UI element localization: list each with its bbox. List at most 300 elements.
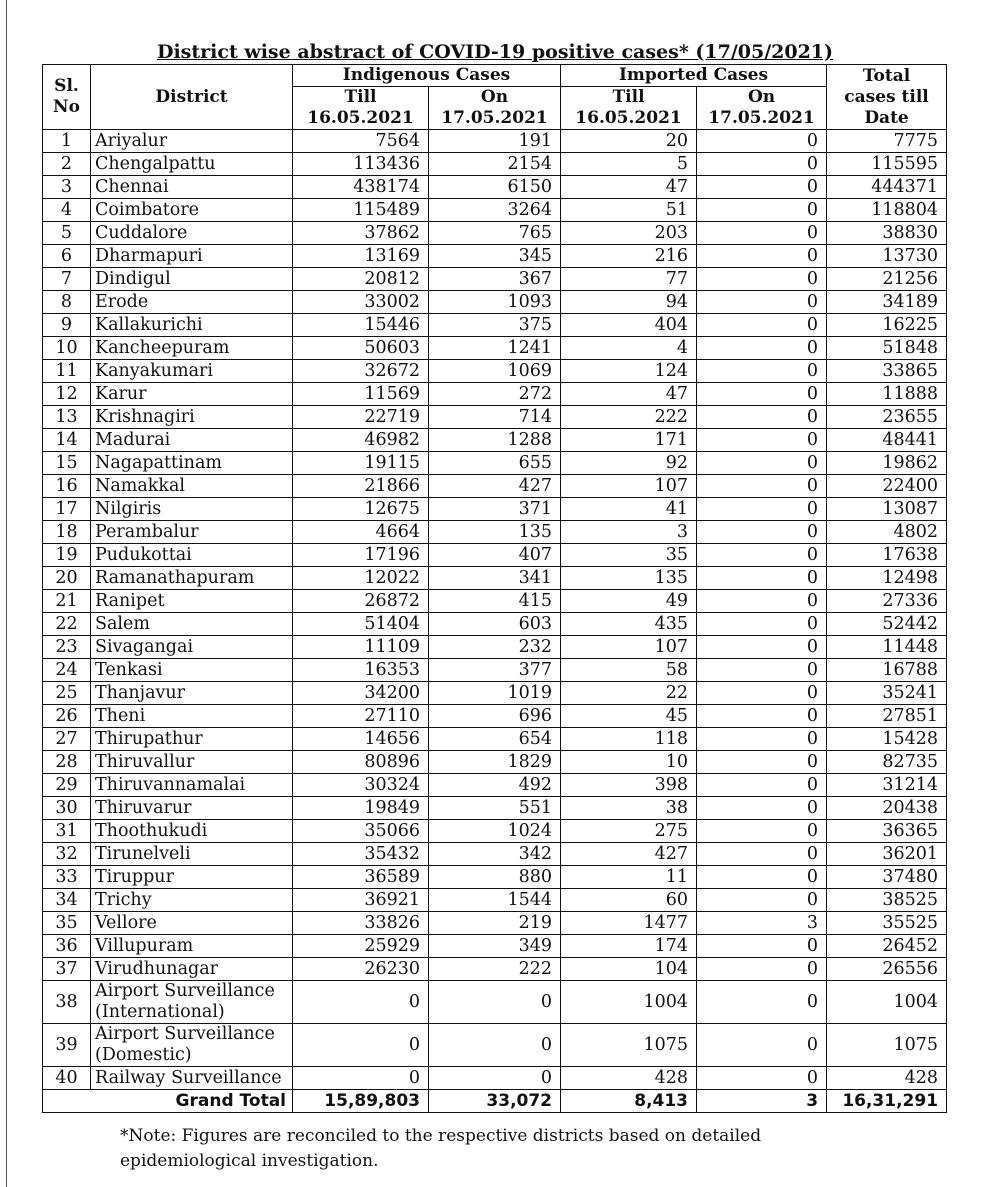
cell-district: Tenkasi bbox=[91, 659, 293, 682]
cell-indigenous-on: 272 bbox=[429, 383, 561, 406]
cell-sl-no: 1 bbox=[43, 130, 91, 153]
cell-indigenous-till: 46982 bbox=[293, 429, 429, 452]
cell-imported-on: 0 bbox=[697, 360, 827, 383]
cell-total: 16788 bbox=[827, 659, 947, 682]
cell-imported-till: 58 bbox=[561, 659, 697, 682]
cell-indigenous-on: 377 bbox=[429, 659, 561, 682]
cell-total: 11448 bbox=[827, 636, 947, 659]
cell-indigenous-on: 191 bbox=[429, 130, 561, 153]
cell-indigenous-till: 13169 bbox=[293, 245, 429, 268]
cell-indigenous-on: 415 bbox=[429, 590, 561, 613]
cell-indigenous-on: 1829 bbox=[429, 751, 561, 774]
cell-imported-till: 22 bbox=[561, 682, 697, 705]
cell-total: 26556 bbox=[827, 958, 947, 981]
table-row bbox=[43, 268, 947, 291]
cell-district: Tirunelveli bbox=[91, 843, 293, 866]
table-row bbox=[43, 958, 947, 981]
cell-imported-on: 0 bbox=[697, 337, 827, 360]
table-row bbox=[43, 222, 947, 245]
covid-cases-table bbox=[42, 64, 947, 1113]
cell-imported-on: 0 bbox=[697, 567, 827, 590]
cell-indigenous-till: 20812 bbox=[293, 268, 429, 291]
header-district: District bbox=[91, 65, 293, 130]
cell-indigenous-till: 19115 bbox=[293, 452, 429, 475]
cell-indigenous-till: 30324 bbox=[293, 774, 429, 797]
cell-total: 36365 bbox=[827, 820, 947, 843]
grand-total-label: Grand Total bbox=[43, 1090, 293, 1113]
cell-indigenous-on: 367 bbox=[429, 268, 561, 291]
table-row bbox=[43, 590, 947, 613]
cell-imported-on: 0 bbox=[697, 544, 827, 567]
table-row bbox=[43, 153, 947, 176]
cell-indigenous-till: 50603 bbox=[293, 337, 429, 360]
cell-sl-no: 14 bbox=[43, 429, 91, 452]
cell-sl-no: 17 bbox=[43, 498, 91, 521]
cell-total: 34189 bbox=[827, 291, 947, 314]
cell-imported-on: 0 bbox=[697, 866, 827, 889]
cell-imported-on: 0 bbox=[697, 705, 827, 728]
cell-district: Namakkal bbox=[91, 475, 293, 498]
table-row bbox=[43, 774, 947, 797]
cell-sl-no: 24 bbox=[43, 659, 91, 682]
cell-district: Madurai bbox=[91, 429, 293, 452]
cell-sl-no: 9 bbox=[43, 314, 91, 337]
cell-indigenous-on: 6150 bbox=[429, 176, 561, 199]
cell-district: Chennai bbox=[91, 176, 293, 199]
cell-sl-no: 19 bbox=[43, 544, 91, 567]
grand-total-imported-on: 3 bbox=[697, 1090, 827, 1113]
cell-sl-no: 38 bbox=[43, 981, 91, 1024]
cell-imported-till: 3 bbox=[561, 521, 697, 544]
cell-total: 38830 bbox=[827, 222, 947, 245]
cell-district: Karur bbox=[91, 383, 293, 406]
cell-indigenous-till: 32672 bbox=[293, 360, 429, 383]
cell-imported-till: 435 bbox=[561, 613, 697, 636]
cell-total: 1075 bbox=[827, 1024, 947, 1067]
table-row bbox=[43, 935, 947, 958]
cell-sl-no: 18 bbox=[43, 521, 91, 544]
cell-indigenous-on: 135 bbox=[429, 521, 561, 544]
table-row bbox=[43, 314, 947, 337]
cell-sl-no: 22 bbox=[43, 613, 91, 636]
cell-total: 31214 bbox=[827, 774, 947, 797]
cell-district: Virudhunagar bbox=[91, 958, 293, 981]
cell-indigenous-till: 25929 bbox=[293, 935, 429, 958]
cell-sl-no: 3 bbox=[43, 176, 91, 199]
footnote: *Note: Figures are reconciled to the respective districts based on detailed epidemiological investigation. bbox=[120, 1126, 762, 1171]
cell-imported-on: 0 bbox=[697, 843, 827, 866]
cell-imported-on: 0 bbox=[697, 498, 827, 521]
table-row bbox=[43, 337, 947, 360]
cell-indigenous-on: 219 bbox=[429, 912, 561, 935]
cell-district: Thiruvallur bbox=[91, 751, 293, 774]
cell-sl-no: 11 bbox=[43, 360, 91, 383]
cell-imported-on: 0 bbox=[697, 521, 827, 544]
cell-indigenous-till: 51404 bbox=[293, 613, 429, 636]
page-edge-line bbox=[6, 0, 7, 1187]
cell-imported-till: 1477 bbox=[561, 912, 697, 935]
cell-imported-till: 94 bbox=[561, 291, 697, 314]
table-row bbox=[43, 889, 947, 912]
cell-total: 36201 bbox=[827, 843, 947, 866]
cell-imported-on: 0 bbox=[697, 958, 827, 981]
cell-district: Cuddalore bbox=[91, 222, 293, 245]
cell-total: 4802 bbox=[827, 521, 947, 544]
cell-imported-on: 0 bbox=[697, 728, 827, 751]
cell-imported-till: 398 bbox=[561, 774, 697, 797]
cell-total: 21256 bbox=[827, 268, 947, 291]
cell-district: Airport Surveillance (International) bbox=[91, 981, 293, 1024]
cell-total: 1004 bbox=[827, 981, 947, 1024]
cell-imported-till: 428 bbox=[561, 1067, 697, 1090]
cell-indigenous-till: 33002 bbox=[293, 291, 429, 314]
cell-sl-no: 7 bbox=[43, 268, 91, 291]
cell-sl-no: 20 bbox=[43, 567, 91, 590]
cell-indigenous-till: 22719 bbox=[293, 406, 429, 429]
cell-indigenous-till: 26872 bbox=[293, 590, 429, 613]
cell-total: 15428 bbox=[827, 728, 947, 751]
table-row bbox=[43, 682, 947, 705]
cell-total: 82735 bbox=[827, 751, 947, 774]
cell-sl-no: 8 bbox=[43, 291, 91, 314]
cell-indigenous-till: 0 bbox=[293, 1067, 429, 1090]
table-row bbox=[43, 705, 947, 728]
cell-indigenous-on: 1288 bbox=[429, 429, 561, 452]
cell-indigenous-on: 222 bbox=[429, 958, 561, 981]
cell-district: Villupuram bbox=[91, 935, 293, 958]
cell-district: Chengalpattu bbox=[91, 153, 293, 176]
table-row bbox=[43, 843, 947, 866]
grand-total-imported-till: 8,413 bbox=[561, 1090, 697, 1113]
cell-indigenous-till: 33826 bbox=[293, 912, 429, 935]
cell-indigenous-on: 696 bbox=[429, 705, 561, 728]
cell-total: 12498 bbox=[827, 567, 947, 590]
table-row bbox=[43, 245, 947, 268]
cell-imported-till: 10 bbox=[561, 751, 697, 774]
cell-district: Sivagangai bbox=[91, 636, 293, 659]
cell-imported-on: 0 bbox=[697, 475, 827, 498]
cell-indigenous-on: 603 bbox=[429, 613, 561, 636]
header-imported: Imported Cases bbox=[561, 65, 827, 87]
cell-indigenous-till: 37862 bbox=[293, 222, 429, 245]
table-row bbox=[43, 797, 947, 820]
header-indigenous-till: Till bbox=[293, 87, 429, 109]
cell-sl-no: 26 bbox=[43, 705, 91, 728]
table-row bbox=[43, 498, 947, 521]
cell-imported-on: 0 bbox=[697, 889, 827, 912]
cell-total: 7775 bbox=[827, 130, 947, 153]
grand-total-indigenous-on: 33,072 bbox=[429, 1090, 561, 1113]
cell-sl-no: 29 bbox=[43, 774, 91, 797]
cell-sl-no: 28 bbox=[43, 751, 91, 774]
cell-total: 37480 bbox=[827, 866, 947, 889]
cell-district: Thiruvarur bbox=[91, 797, 293, 820]
cell-imported-till: 35 bbox=[561, 544, 697, 567]
cell-indigenous-till: 14656 bbox=[293, 728, 429, 751]
cell-district: Pudukottai bbox=[91, 544, 293, 567]
cell-indigenous-till: 36589 bbox=[293, 866, 429, 889]
cell-district: Krishnagiri bbox=[91, 406, 293, 429]
cell-indigenous-on: 1019 bbox=[429, 682, 561, 705]
grand-total-row bbox=[43, 1090, 947, 1113]
cell-indigenous-till: 36921 bbox=[293, 889, 429, 912]
cell-indigenous-on: 1241 bbox=[429, 337, 561, 360]
cell-indigenous-on: 1544 bbox=[429, 889, 561, 912]
cell-imported-on: 0 bbox=[697, 820, 827, 843]
table-row bbox=[43, 429, 947, 452]
cell-total: 428 bbox=[827, 1067, 947, 1090]
cell-imported-on: 0 bbox=[697, 314, 827, 337]
cell-imported-till: 104 bbox=[561, 958, 697, 981]
cell-sl-no: 10 bbox=[43, 337, 91, 360]
cell-indigenous-till: 17196 bbox=[293, 544, 429, 567]
cell-sl-no: 35 bbox=[43, 912, 91, 935]
cell-imported-till: 1075 bbox=[561, 1024, 697, 1067]
cell-sl-no: 6 bbox=[43, 245, 91, 268]
cell-sl-no: 5 bbox=[43, 222, 91, 245]
cell-indigenous-till: 19849 bbox=[293, 797, 429, 820]
cell-imported-till: 77 bbox=[561, 268, 697, 291]
table-row bbox=[43, 130, 947, 153]
cell-total: 444371 bbox=[827, 176, 947, 199]
cell-district: Theni bbox=[91, 705, 293, 728]
cell-indigenous-on: 2154 bbox=[429, 153, 561, 176]
cell-sl-no: 34 bbox=[43, 889, 91, 912]
table-row bbox=[43, 360, 947, 383]
cell-district: Vellore bbox=[91, 912, 293, 935]
table-row bbox=[43, 176, 947, 199]
cell-indigenous-on: 375 bbox=[429, 314, 561, 337]
cell-imported-till: 427 bbox=[561, 843, 697, 866]
cell-imported-till: 222 bbox=[561, 406, 697, 429]
table-row bbox=[43, 659, 947, 682]
cell-imported-on: 0 bbox=[697, 291, 827, 314]
cell-district: Ariyalur bbox=[91, 130, 293, 153]
table-row bbox=[43, 912, 947, 935]
table-row bbox=[43, 636, 947, 659]
table-row bbox=[43, 1067, 947, 1090]
cell-sl-no: 33 bbox=[43, 866, 91, 889]
cell-total: 16225 bbox=[827, 314, 947, 337]
header-indigenous: Indigenous Cases bbox=[293, 65, 561, 87]
cell-sl-no: 25 bbox=[43, 682, 91, 705]
cell-indigenous-on: 551 bbox=[429, 797, 561, 820]
table-row bbox=[43, 1024, 947, 1067]
cell-district: Trichy bbox=[91, 889, 293, 912]
cell-imported-till: 11 bbox=[561, 866, 697, 889]
cell-indigenous-on: 880 bbox=[429, 866, 561, 889]
cell-district: Kanyakumari bbox=[91, 360, 293, 383]
cell-imported-till: 404 bbox=[561, 314, 697, 337]
cell-sl-no: 37 bbox=[43, 958, 91, 981]
cell-sl-no: 23 bbox=[43, 636, 91, 659]
cell-total: 35241 bbox=[827, 682, 947, 705]
cell-sl-no: 4 bbox=[43, 199, 91, 222]
cell-indigenous-till: 34200 bbox=[293, 682, 429, 705]
cell-imported-on: 0 bbox=[697, 751, 827, 774]
cell-imported-on: 0 bbox=[697, 199, 827, 222]
table-row bbox=[43, 383, 947, 406]
cell-indigenous-till: 27110 bbox=[293, 705, 429, 728]
cell-indigenous-till: 0 bbox=[293, 1024, 429, 1067]
cell-indigenous-on: 714 bbox=[429, 406, 561, 429]
header-indigenous-on: On bbox=[429, 87, 561, 109]
cell-indigenous-till: 35066 bbox=[293, 820, 429, 843]
cell-indigenous-on: 1069 bbox=[429, 360, 561, 383]
cell-imported-till: 216 bbox=[561, 245, 697, 268]
cell-imported-on: 0 bbox=[697, 613, 827, 636]
grand-total-indigenous-till: 15,89,803 bbox=[293, 1090, 429, 1113]
cell-district: Nilgiris bbox=[91, 498, 293, 521]
cell-district: Ranipet bbox=[91, 590, 293, 613]
cell-imported-till: 107 bbox=[561, 636, 697, 659]
cell-imported-till: 124 bbox=[561, 360, 697, 383]
cell-sl-no: 31 bbox=[43, 820, 91, 843]
cell-imported-till: 92 bbox=[561, 452, 697, 475]
cell-indigenous-till: 11109 bbox=[293, 636, 429, 659]
grand-total-all: 16,31,291 bbox=[827, 1090, 947, 1113]
cell-district: Nagapattinam bbox=[91, 452, 293, 475]
cell-total: 22400 bbox=[827, 475, 947, 498]
cell-imported-till: 60 bbox=[561, 889, 697, 912]
cell-district: Ramanathapuram bbox=[91, 567, 293, 590]
cell-district: Tiruppur bbox=[91, 866, 293, 889]
cell-imported-on: 0 bbox=[697, 935, 827, 958]
cell-district: Kallakurichi bbox=[91, 314, 293, 337]
cell-indigenous-on: 407 bbox=[429, 544, 561, 567]
cell-imported-on: 3 bbox=[697, 912, 827, 935]
cell-sl-no: 21 bbox=[43, 590, 91, 613]
table-row bbox=[43, 406, 947, 429]
cell-imported-on: 0 bbox=[697, 636, 827, 659]
table-row bbox=[43, 567, 947, 590]
cell-total: 35525 bbox=[827, 912, 947, 935]
cell-imported-till: 203 bbox=[561, 222, 697, 245]
cell-indigenous-till: 35432 bbox=[293, 843, 429, 866]
cell-district: Thoothukudi bbox=[91, 820, 293, 843]
cell-indigenous-till: 115489 bbox=[293, 199, 429, 222]
cell-imported-on: 0 bbox=[697, 245, 827, 268]
cell-indigenous-till: 11569 bbox=[293, 383, 429, 406]
table-row bbox=[43, 751, 947, 774]
cell-imported-on: 0 bbox=[697, 452, 827, 475]
cell-district: Thanjavur bbox=[91, 682, 293, 705]
cell-district: Perambalur bbox=[91, 521, 293, 544]
cell-total: 26452 bbox=[827, 935, 947, 958]
cell-total: 52442 bbox=[827, 613, 947, 636]
cell-imported-on: 0 bbox=[697, 222, 827, 245]
cell-imported-till: 47 bbox=[561, 383, 697, 406]
cell-imported-on: 0 bbox=[697, 130, 827, 153]
cell-imported-till: 41 bbox=[561, 498, 697, 521]
cell-sl-no: 27 bbox=[43, 728, 91, 751]
cell-indigenous-till: 26230 bbox=[293, 958, 429, 981]
cell-imported-on: 0 bbox=[697, 406, 827, 429]
cell-indigenous-till: 80896 bbox=[293, 751, 429, 774]
cell-indigenous-till: 4664 bbox=[293, 521, 429, 544]
cell-total: 13730 bbox=[827, 245, 947, 268]
cell-indigenous-on: 492 bbox=[429, 774, 561, 797]
cell-imported-on: 0 bbox=[697, 1067, 827, 1090]
cell-imported-on: 0 bbox=[697, 682, 827, 705]
cell-sl-no: 30 bbox=[43, 797, 91, 820]
header-imported-till: Till bbox=[561, 87, 697, 109]
cell-total: 48441 bbox=[827, 429, 947, 452]
cell-imported-till: 51 bbox=[561, 199, 697, 222]
table-row bbox=[43, 291, 947, 314]
cell-indigenous-on: 0 bbox=[429, 1067, 561, 1090]
cell-imported-on: 0 bbox=[697, 590, 827, 613]
cell-sl-no: 36 bbox=[43, 935, 91, 958]
cell-imported-on: 0 bbox=[697, 176, 827, 199]
cell-imported-till: 20 bbox=[561, 130, 697, 153]
cell-imported-on: 0 bbox=[697, 383, 827, 406]
cell-imported-till: 174 bbox=[561, 935, 697, 958]
table-row bbox=[43, 521, 947, 544]
header-imported-on: On bbox=[697, 87, 827, 109]
cell-imported-till: 5 bbox=[561, 153, 697, 176]
table-row bbox=[43, 452, 947, 475]
cell-imported-till: 38 bbox=[561, 797, 697, 820]
cell-imported-on: 0 bbox=[697, 774, 827, 797]
cell-sl-no: 39 bbox=[43, 1024, 91, 1067]
cell-imported-till: 4 bbox=[561, 337, 697, 360]
cell-imported-on: 0 bbox=[697, 429, 827, 452]
cell-imported-till: 49 bbox=[561, 590, 697, 613]
cell-district: Coimbatore bbox=[91, 199, 293, 222]
cell-indigenous-till: 16353 bbox=[293, 659, 429, 682]
cell-imported-till: 47 bbox=[561, 176, 697, 199]
cell-total: 13087 bbox=[827, 498, 947, 521]
cell-total: 23655 bbox=[827, 406, 947, 429]
cell-sl-no: 13 bbox=[43, 406, 91, 429]
cell-district: Salem bbox=[91, 613, 293, 636]
cell-imported-on: 0 bbox=[697, 1024, 827, 1067]
cell-indigenous-on: 1093 bbox=[429, 291, 561, 314]
cell-total: 27851 bbox=[827, 705, 947, 728]
cell-indigenous-on: 1024 bbox=[429, 820, 561, 843]
cell-imported-till: 118 bbox=[561, 728, 697, 751]
cell-district: Dindigul bbox=[91, 268, 293, 291]
cell-district: Thirupathur bbox=[91, 728, 293, 751]
cell-indigenous-on: 3264 bbox=[429, 199, 561, 222]
cell-indigenous-till: 21866 bbox=[293, 475, 429, 498]
cell-total: 27336 bbox=[827, 590, 947, 613]
table-body bbox=[43, 130, 947, 1090]
cell-indigenous-till: 438174 bbox=[293, 176, 429, 199]
cell-imported-till: 171 bbox=[561, 429, 697, 452]
cell-district: Railway Surveillance bbox=[91, 1067, 293, 1090]
page-title: District wise abstract of COVID-19 positive cases* (17/05/2021) bbox=[156, 41, 834, 63]
cell-district: Airport Surveillance (Domestic) bbox=[91, 1024, 293, 1067]
cell-indigenous-on: 765 bbox=[429, 222, 561, 245]
table-row bbox=[43, 544, 947, 567]
cell-total: 17638 bbox=[827, 544, 947, 567]
cell-indigenous-on: 655 bbox=[429, 452, 561, 475]
header-imported-on-date: 17.05.2021 bbox=[697, 108, 827, 130]
header-imported-till-date: 16.05.2021 bbox=[561, 108, 697, 130]
cell-imported-on: 0 bbox=[697, 268, 827, 291]
cell-imported-till: 45 bbox=[561, 705, 697, 728]
cell-indigenous-till: 113436 bbox=[293, 153, 429, 176]
header-row-1 bbox=[43, 65, 947, 87]
table-row bbox=[43, 475, 947, 498]
cell-imported-till: 107 bbox=[561, 475, 697, 498]
cell-imported-on: 0 bbox=[697, 981, 827, 1024]
table-row bbox=[43, 613, 947, 636]
cell-indigenous-on: 341 bbox=[429, 567, 561, 590]
cell-indigenous-on: 345 bbox=[429, 245, 561, 268]
